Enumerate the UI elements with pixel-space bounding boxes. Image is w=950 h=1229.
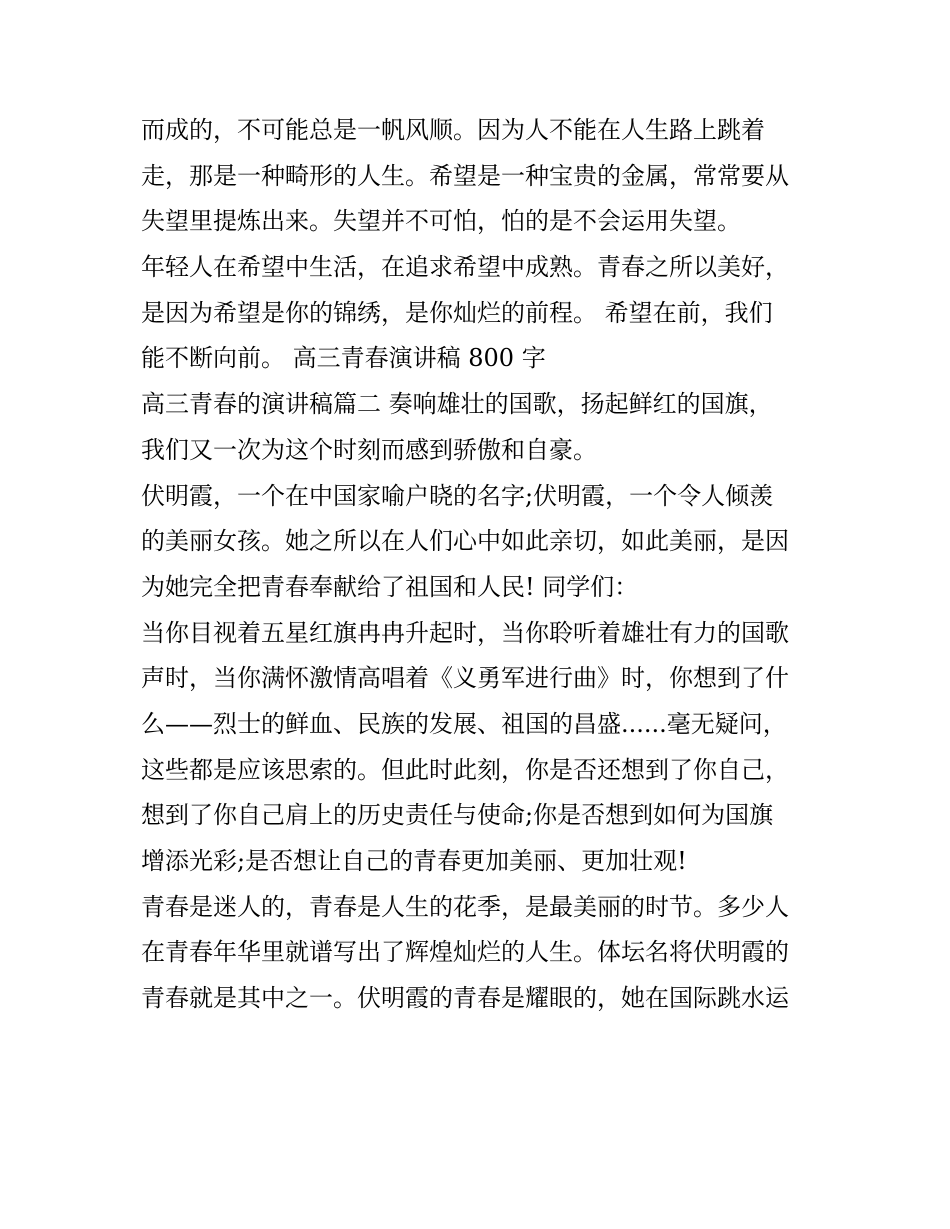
text-line: 伏明霞，一个在中国家喻户晓的名字;伏明霞，一个令人倾羡 xyxy=(141,481,774,510)
text-line: 当你目视着五星红旗冉冉升起时，当你聆听着雄壮有力的国歌 xyxy=(141,618,789,647)
text-line: 为她完全把青春奉献给了祖国和人民! 同学们： xyxy=(141,572,639,601)
text-line: 的美丽女孩。她之所以在人们心中如此亲切，如此美丽，是因 xyxy=(141,527,789,556)
text-line: 在青春年华里就谱写出了辉煌灿烂的人生。体坛名将伏明霞的 xyxy=(141,938,789,967)
text-line: 这些都是应该思索的。但此时此刻，你是否还想到了你自己， xyxy=(141,755,789,784)
text-line: 青春是迷人的，青春是人生的花季，是最美丽的时节。多少人 xyxy=(141,892,789,921)
text-line: 而成的，不可能总是一帆风顺。因为人不能在人生路上跳着 xyxy=(141,116,765,144)
text-line: 么——烈士的鲜血、民族的发展、祖国的昌盛......毫无疑问， xyxy=(141,709,787,738)
document-body xyxy=(141,108,821,1022)
text-line: 是因为希望是你的锦绣，是你灿烂的前程。 希望在前，我们 xyxy=(141,298,773,327)
text-line: 年轻人在希望中生活，在追求希望中成熟。青春之所以美好， xyxy=(141,253,789,282)
text-line: 青春就是其中之一。伏明霞的青春是耀眼的，她在国际跳水运 xyxy=(141,984,789,1013)
text-line: 高三青春的演讲稿篇二 奏响雄壮的国歌，扬起鲜红的国旗， xyxy=(141,390,773,419)
text-line: 失望里提炼出来。失望并不可怕，怕的是不会运用失望。 xyxy=(141,207,741,236)
text-line: 声时，当你满怀激情高唱着《义勇军进行曲》时，你想到了什 xyxy=(141,664,789,693)
text-line: 想到了你自己肩上的历史责任与使命;你是否想到如何为国旗 xyxy=(141,801,774,830)
text-line: 能不断向前。 高三青春演讲稿 800 字 xyxy=(141,344,546,373)
text-line: 增添光彩;是否想让自己的青春更加美丽、更加壮观! xyxy=(141,847,687,875)
text-line: 我们又一次为这个时刻而感到骄傲和自豪。 xyxy=(141,435,597,464)
text-line: 走，那是一种畸形的人生。希望是一种宝贵的金属，常常要从 xyxy=(141,161,789,190)
